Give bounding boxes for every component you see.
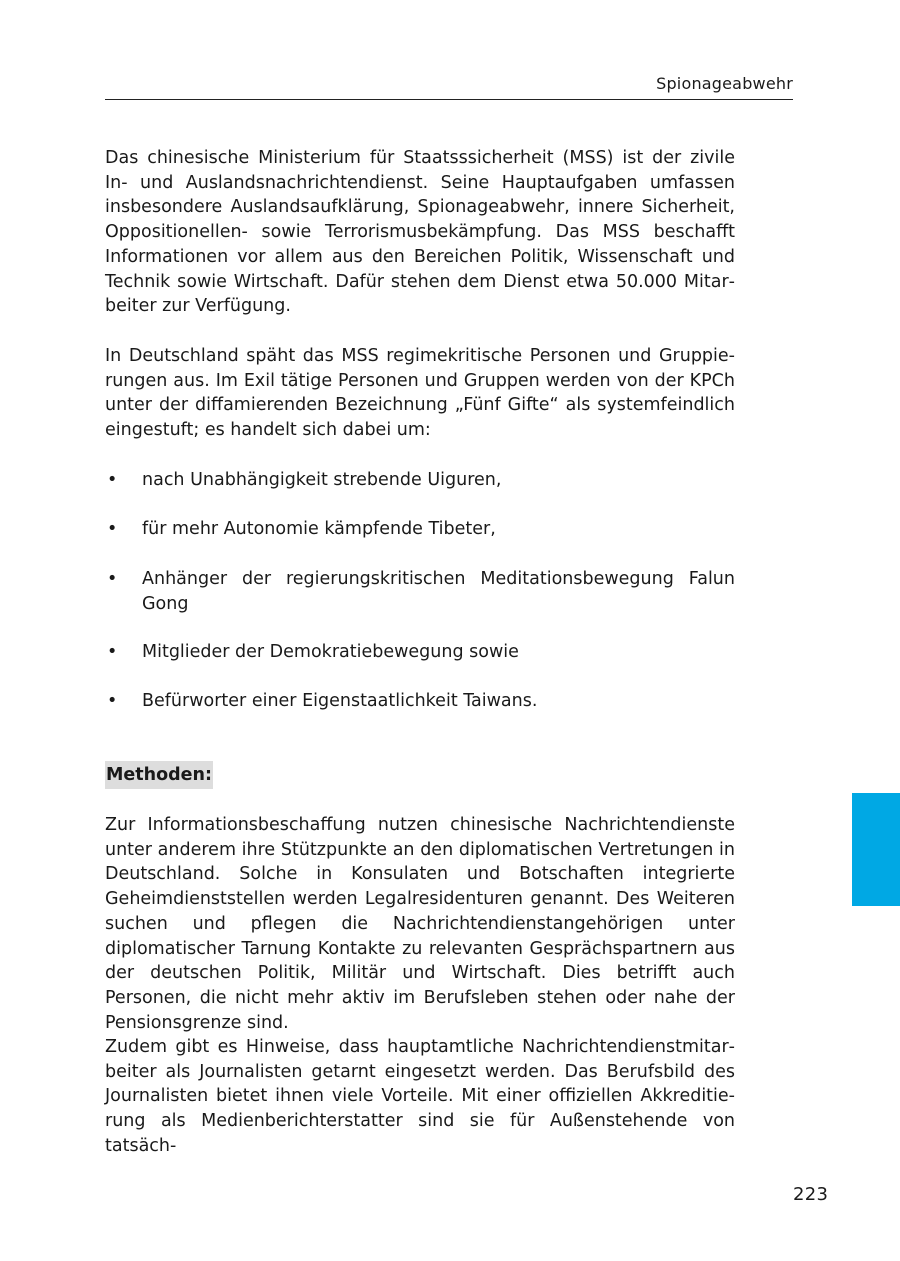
list-item-text: für mehr Autonomie kämpfende Tibeter, — [142, 519, 496, 539]
section-heading-methoden: Methoden: — [105, 761, 213, 789]
list-item-text: nach Unabhängigkeit strebende Uiguren, — [142, 470, 502, 490]
bullet-icon: • — [107, 642, 118, 662]
paragraph-germany-targets: In Deutschland späht das MSS regimekritische Personen und Gruppierungen aus. Im Exil tätige Personen und Gruppen werden von der KPCh unter der diffamierenden Bezeichnung „Fünf Gifte“ als systemfeindlich eingestuft; es handelt sich dabei um: — [105, 346, 735, 441]
list-item — [105, 468, 735, 493]
bullet-icon: • — [107, 569, 118, 589]
list-item — [105, 689, 735, 714]
list-item — [105, 517, 735, 542]
paragraph-methods: Zur Informationsbeschaffung nutzen chinesische Nachrichtendienste unter anderem ihre Stützpunkte an den diplomatischen Vertretungen in Deutschland. Solche in Konsulaten und Botschaften integrierte Geheimdienststellen werden Legalresidenturen genannt. Des Weiteren suchen und pflegen die Nachrichtendienstangehörigen unter diplomatischer Tarnung Kontakte zu relevanten Gesprächspartnern aus der deutschen Politik, Militär und Wirtschaft. Dies betrifft auch Personen, die nicht mehr aktiv im Berufsleben stehen oder nahe der Pensionsgrenze sind. — [105, 815, 735, 1033]
paragraph-journalists: Zudem gibt es Hinweise, dass hauptamtliche Nachrichtendienstmitarbeiter als Journalisten getarnt eingesetzt werden. Das Berufsbild des Journalisten bietet ihnen viele Vorteile. Mit einer offiziellen Akkreditierung als Medienberichterstatter sind sie für Außenstehende von tatsäch- — [105, 1037, 735, 1156]
bullet-icon: • — [107, 691, 118, 711]
list-item — [105, 640, 735, 665]
list-item — [105, 567, 735, 616]
chapter-tab-marker — [852, 793, 900, 906]
page-number: 223 — [793, 1184, 829, 1205]
bullet-icon: • — [107, 519, 118, 539]
list-item-text: Mitglieder der Demokratiebewegung sowie — [142, 642, 519, 662]
list-item-text: Befürworter einer Eigenstaatlichkeit Taiwans. — [142, 691, 538, 711]
bullet-icon: • — [107, 470, 118, 490]
running-title: Spionageabwehr — [656, 74, 793, 93]
list-item-text: Anhänger der regierungskritischen Meditationsbewegung Falun Gong — [142, 569, 735, 614]
paragraph-mss-intro: Das chinesische Ministerium für Staatsssicherheit (MSS) ist der zivile In- und Auslandsnachrichtendienst. Seine Hauptaufgaben umfassen insbesondere Auslandsaufklärung, Spionageabwehr, innere Sicherheit, Oppositionellen- sowie Terrorismusbekämpfung. Das MSS beschafft Informationen vor allem aus den Bereichen Politik, Wissenschaft und Technik sowie Wirtschaft. Dafür stehen dem Dienst etwa 50.000 Mitarbeiter zur Verfügung. — [105, 148, 735, 317]
running-header — [105, 74, 793, 100]
